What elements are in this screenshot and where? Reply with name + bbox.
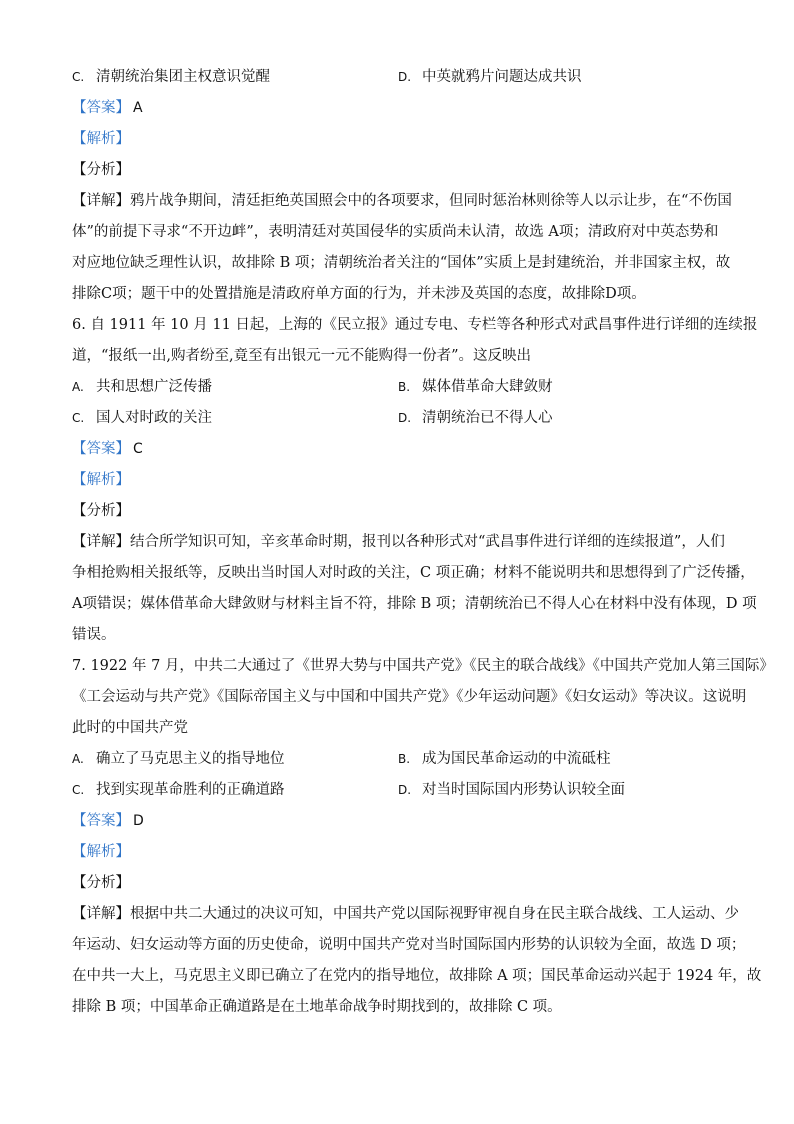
q6-detail-line-1 [72, 527, 732, 558]
q7-option-a [72, 744, 398, 775]
q5-fenxi-tag: 【分析】 [72, 162, 130, 178]
option-letter: D. [398, 783, 412, 797]
q7-stem-line-2: 《工会运动与共产党》《国际帝国主义与中国和中国共产党》《少年运动问题》《妇女运动》等决议。这说明 [72, 689, 747, 705]
q7-option-c [72, 775, 398, 806]
answer-value: A [133, 100, 143, 116]
q5-option-d [398, 62, 724, 93]
q5-options-row-cd [72, 62, 732, 93]
q7-detail-line-2: 年运动、妇女运动等方面的历史使命，说明中国共产党对当时国际国内形势的认识较为全面，故选 D 项； [72, 937, 746, 953]
q5-detail-line-4: 排除C项；题干中的处置措施是清政府单方面的行为，并未涉及英国的态度，故排除D项。 [72, 286, 646, 302]
option-text: 确立了马克思主义的指导地位 [96, 751, 285, 767]
answer-value: D [133, 813, 144, 829]
q7-detail-line-4: 排除 B 项；中国革命正确道路是在土地革命战争时期找到的，故排除 C 项。 [72, 999, 562, 1015]
detail-tag: 【详解】 [72, 193, 130, 209]
option-letter: A. [72, 752, 84, 766]
q6-analysis-tag: 【解析】 [72, 472, 130, 488]
q6-option-c [72, 403, 398, 434]
option-text: 成为国民革命运动的中流砥柱 [422, 751, 611, 767]
q5-detail-line-1 [72, 186, 732, 217]
detail-text: 结合所学知识可知，辛亥革命时期，报刊以各种形式对“武昌事件进行详细的连续报道”，人们 [130, 534, 725, 550]
q6-option-b [398, 372, 724, 403]
q7-stem-line-3: 此时的中国共产党 [72, 720, 188, 736]
option-letter: D. [398, 411, 412, 425]
q6-options-row-ab [72, 372, 732, 403]
detail-text: 根据中共二大通过的决议可知，中国共产党以国际视野审视自身在民主联合战线、工人运动、少 [130, 906, 739, 922]
q6-stem-line-2: 道，“报纸一出,购者纷至,竟至有出银元一元不能购得一份者”。这反映出 [72, 348, 532, 364]
q7-options-row-cd [72, 775, 732, 806]
q7-option-b [398, 744, 724, 775]
answer-tag: 【答案】 [72, 441, 130, 457]
q5-answer [72, 93, 732, 124]
q6-detail-line-3: A项错误；媒体借革命大肆敛财与材料主旨不符，排除 B 项；清朝统治已不得人心在材料中没有体现，D 项 [72, 596, 757, 612]
option-letter: B. [398, 380, 411, 394]
option-text: 清朝统治集团主权意识觉醒 [96, 69, 270, 85]
q7-analysis-tag: 【解析】 [72, 844, 130, 860]
q7-fenxi-tag: 【分析】 [72, 875, 130, 891]
answer-value: C [133, 441, 143, 457]
detail-text: 鸦片战争期间，清廷拒绝英国照会中的各项要求，但同时惩治林则徐等人以示让步，在“不伤国 [130, 193, 732, 209]
q6-options-row-cd [72, 403, 732, 434]
option-text: 找到实现革命胜利的正确道路 [96, 782, 285, 798]
q7-stem-line-1: 7. 1922 年 7 月，中共二大通过了《世界大势与中国共产党》《民主的联合战线》《中国共产党加人第三国际》 [72, 658, 774, 674]
q6-option-a [72, 372, 398, 403]
option-text: 国人对时政的关注 [96, 410, 212, 426]
option-text: 清朝统治已不得人心 [422, 410, 553, 426]
q6-fenxi-tag: 【分析】 [72, 503, 130, 519]
option-text: 中英就鸦片问题达成共识 [422, 69, 582, 85]
answer-tag: 【答案】 [72, 100, 130, 116]
option-letter: C. [72, 411, 85, 425]
option-letter: B. [398, 752, 411, 766]
option-letter: C. [72, 783, 85, 797]
q6-detail-line-4: 错误。 [72, 627, 116, 643]
q6-detail-line-2: 争相抢购相关报纸等，反映出当时国人对时政的关注，C 项正确；材料不能说明共和思想得到了广泛传播， [72, 565, 755, 581]
option-letter: C. [72, 70, 85, 84]
q7-option-d [398, 775, 724, 806]
option-letter: A. [72, 380, 84, 394]
q6-option-d [398, 403, 724, 434]
q7-answer [72, 806, 732, 837]
q7-detail-line-1 [72, 899, 739, 930]
option-text: 共和思想广泛传播 [96, 379, 212, 395]
option-text: 对当时国际国内形势认识较全面 [422, 782, 625, 798]
q6-answer [72, 434, 732, 465]
option-text: 媒体借革命大肆敛财 [422, 379, 553, 395]
detail-tag: 【详解】 [72, 906, 130, 922]
q6-stem-line-1: 6. 自 1911 年 10 月 11 日起，上海的《民立报》通过专电、专栏等各种形式对武昌事件进行详细的连续报 [72, 317, 758, 333]
answer-tag: 【答案】 [72, 813, 130, 829]
q7-detail-line-3: 在中共一大上，马克思主义即已确立了在党内的指导地位，故排除 A 项；国民革命运动兴起于 1924 年，故 [72, 968, 762, 984]
q5-analysis-tag: 【解析】 [72, 131, 130, 147]
detail-tag: 【详解】 [72, 534, 130, 550]
option-letter: D. [398, 70, 412, 84]
q7-options-row-ab [72, 744, 732, 775]
q5-detail-line-2: 体”的前提下寻求“不开边衅”，表明清廷对英国侵华的实质尚未认清，故选 A项；清政府对中英态势和 [72, 224, 719, 240]
q5-option-c [72, 62, 398, 93]
document-body [72, 62, 774, 1023]
q5-detail-line-3: 对应地位缺乏理性认识，故排除 B 项；清朝统治者关注的“国体”实质上是封建统治，并非国家主权，故 [72, 255, 731, 271]
